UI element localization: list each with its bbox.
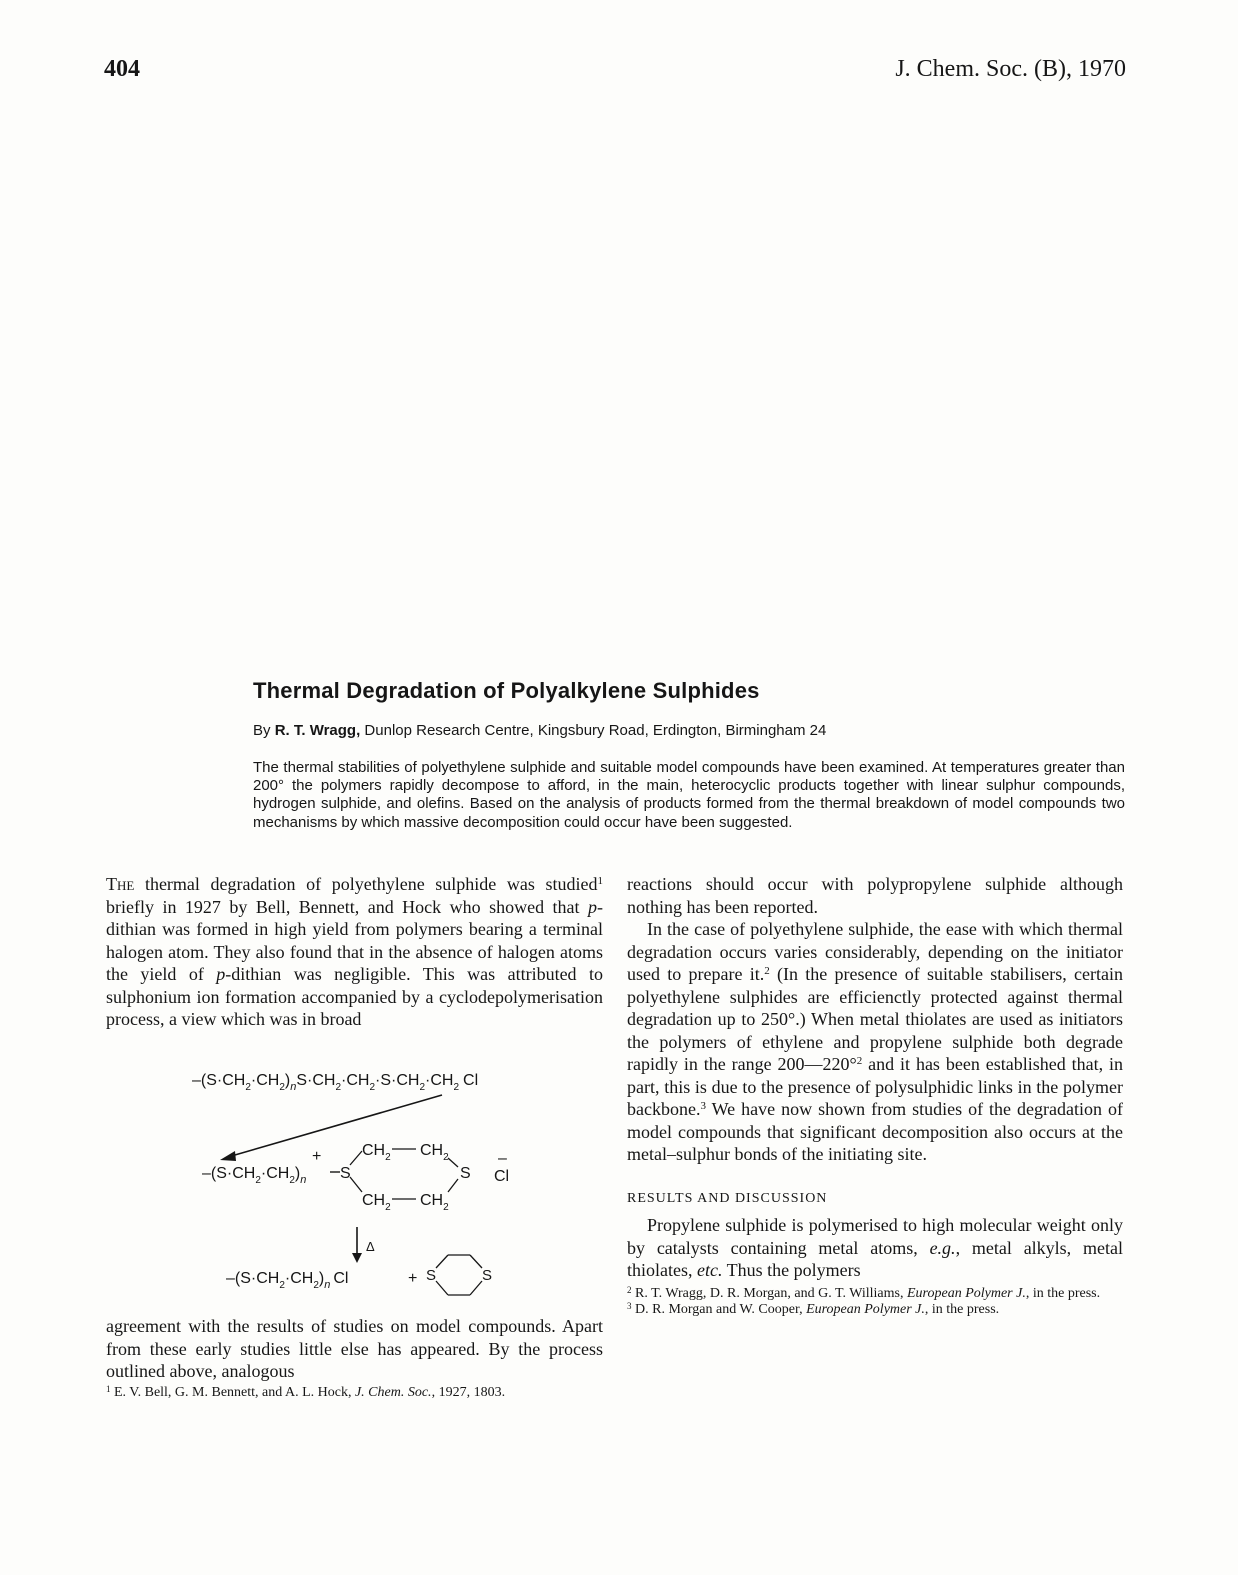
- abstract: The thermal stabilities of polyethylene sulphide and suitable model compounds have been examined. At temperatures greater than 200° the polymers rapidly decompose to afford, in the main, heterocyclic products together with linear sulphur compounds, hydrogen sulphide, and olefins. Based on the analysis of products formed from the thermal breakdown of model compounds two mechanisms by which massive decomposition could occur have been suggested.: [253, 759, 1125, 831]
- footnote-1: $^1$ E. V. Bell, G. M. Bennett, and A. L. Hock, J. Chem. Soc., 1927, 1803.: [106, 1383, 506, 1400]
- dithian-s-left: S: [426, 1267, 437, 1284]
- scheme-arrowhead: [220, 1151, 236, 1161]
- right-footnotes: [627, 1286, 1123, 1318]
- right-paragraph-2: In the case of polyethylene sulphide, the ease with which thermal degradation occurs varies considerably, depending on the initiator used to prepare it.$^2$ (In the presence of suitable stabilisers, certain polyethylene sulphides are efficienctly protected against thermal degradation up to 250°.) When metal thiolates are used as initiators the polymers of ethylene and propylene sulphide both degrade rapidly in the range 200—220°$^2$ and it has been established that, in part, this is due to the presence of polysulphidic links in the polymer backbone.$^3$ We have now shown from studies of the degradation of model compounds that significant decomposition also occurs at the metal–sulphur bonds of the initiating site.: [627, 919, 1124, 1164]
- scheme-ch2-top-right: $CH_2$: [420, 1142, 449, 1163]
- affiliation: Dunlop Research Centre, Kingsbury Road, Erdington, Birmingham 24: [364, 722, 827, 739]
- byline: [253, 722, 826, 739]
- scheme-s-right: S: [460, 1165, 471, 1182]
- reference-mark: 1: [597, 875, 603, 887]
- scheme-diagonal-arrow: [228, 1095, 442, 1157]
- scheme-heat-label: Δ: [366, 1239, 375, 1254]
- left-column-top: [106, 873, 603, 1031]
- scheme-row1: $-(S\cdot CH_2\cdot CH_2)_nS\cdot CH_2\cdot CH_2\cdot S\cdot CH_2\cdot CH_2$ Cl: [192, 1072, 479, 1093]
- scheme-row3-plus: +: [408, 1270, 418, 1287]
- scheme-row2-polymer: $-(S\cdot CH_2\cdot CH_2)_n$: [202, 1165, 307, 1186]
- dithian-s-right: S: [482, 1267, 493, 1284]
- article-title: Thermal Degradation of Polyalkylene Sulphides: [253, 678, 760, 703]
- scheme-ch2-bottom-right: $CH_2$: [420, 1192, 449, 1213]
- scheme-row3-product: $-(S\cdot CH_2\cdot CH_2)_n$ Cl: [226, 1270, 349, 1291]
- scheme-minus-charge: –: [498, 1150, 507, 1167]
- scheme-plus-charge: +: [312, 1148, 322, 1165]
- reaction-scheme: [180, 1065, 540, 1305]
- author-name: R. T. Wragg,: [274, 722, 361, 739]
- footnote-2: $^2$ R. T. Wragg, D. R. Morgan, and G. T. Williams, European Polymer J., in the press.: [627, 1284, 1101, 1301]
- right-paragraph-1: reactions should occur with polypropylene sulphide although nothing has been reported.: [627, 874, 1123, 917]
- scheme-ch2-top-left: $CH_2$: [362, 1142, 391, 1163]
- page-number: 404: [104, 56, 140, 82]
- section-heading: RESULTS AND DISCUSSION: [627, 1190, 828, 1206]
- journal-citation: J. Chem. Soc. (B), 1970: [895, 56, 1126, 82]
- scheme-chloride: Cl: [494, 1168, 510, 1185]
- dithian-ring: [436, 1255, 482, 1295]
- scheme-s-left: S: [340, 1165, 351, 1182]
- byline-prefix: By: [253, 722, 271, 739]
- right-column: [627, 873, 1123, 1318]
- drop-word: The: [106, 874, 135, 894]
- scheme-ch2-bottom-left: $CH_2$: [362, 1192, 391, 1213]
- left-paragraph-2: agreement with the results of studies on model compounds. Apart from these early studies little else has appeared. By the process outlined above, analogous: [106, 1316, 603, 1381]
- intro-paragraph: The thermal degradation of polyethylene sulphide was studied$^1$ briefly in 1927 by Bell, Bennett, and Hock who showed that p-dithian was formed in high yield from polymers bearing a terminal halogen atom. They also found that in the absence of halogen atoms the yield of p-dithian was negligible. This was attributed to sulphonium ion formation accompanied by a cyclodepolymerisation process, a view which was in broad: [106, 874, 603, 1029]
- right-paragraph-3: Propylene sulphide is polymerised to high molecular weight only by catalysts containing metal atoms, e.g., metal alkyls, metal thiolates, etc. Thus the polymers: [627, 1215, 1123, 1280]
- left-column-bottom: [106, 1315, 603, 1401]
- footnote-3: $^3$ D. R. Morgan and W. Cooper, European Polymer J., in the press.: [627, 1300, 1000, 1317]
